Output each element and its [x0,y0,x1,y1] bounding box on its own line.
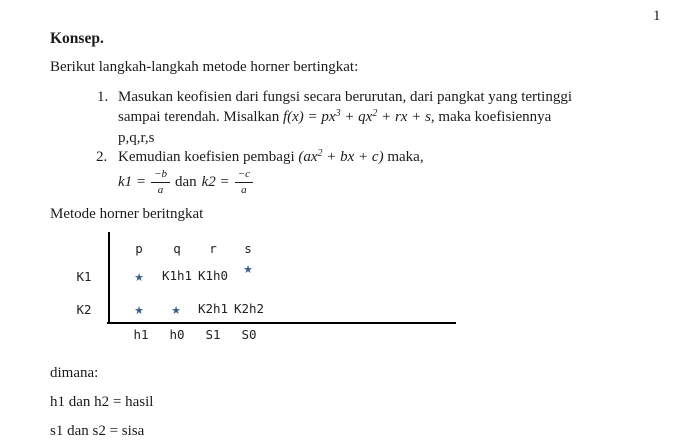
list-number-2: 2. [96,149,108,165]
fraction-k1-numerator: −b [151,168,170,183]
cell-k2h1: K2h1 [197,301,229,316]
fraction-k2-denominator: a [241,183,247,196]
col-header-r: r [209,241,217,256]
fraction-k1 [151,168,170,196]
math-close: + bx + c) [322,149,384,165]
result-h0: h0 [169,327,185,342]
math-exp-3: 3 [335,108,341,119]
table-horizontal-line [107,322,456,324]
star-icon: ★ [134,305,144,317]
list-item-1-line-3: p,q,r,s [118,130,155,146]
cell-k1h1: K1h1 [161,268,193,283]
intro-text: Berikut langkah-langkah metode horner bertingkat: [50,59,359,75]
list-item-1-line-2 [118,108,551,127]
math-mid-2: + rx + s [377,109,431,125]
col-header-s: s [244,241,252,256]
section-heading: Konsep. [50,30,104,47]
star-icon: ★ [134,272,144,284]
result-s0: S0 [241,327,257,342]
page-number: 1 [653,8,661,24]
item2-pre: Kemudian koefisien pembagi [118,149,299,165]
k1-label: k1 = [118,173,147,190]
col-header-q: q [173,241,181,256]
item2-post: maka, [383,149,424,165]
cell-k1h0: K1h0 [197,268,229,283]
result-h1: h1 [133,327,149,342]
definition-hasil: h1 dan h2 = hasil [50,394,154,410]
subheading: Metode horner beritngkat [50,206,204,222]
k2-label: k2 = [201,173,230,190]
line2-post: , maka koefisiennya [430,109,552,125]
line2-pre: sampai terendah. Misalkan [118,109,283,125]
list-item-2-line-1 [118,148,424,167]
table-vertical-line [108,232,110,324]
col-header-p: p [135,241,143,256]
math-mid-1: + qx [340,109,373,125]
list-item-1-line-1: Masukan keofisien dari fungsi secara berurutan, dari pangkat yang tertinggi [118,89,573,105]
dimana-label: dimana: [50,365,99,381]
conjunction-dan: dan [174,173,197,190]
cell-k2h2: K2h2 [233,301,265,316]
k-formula [118,167,258,197]
fraction-k2 [235,168,253,196]
fraction-k2-numerator: −c [235,168,253,183]
list-number-1: 1. [97,89,109,105]
star-icon: ★ [171,305,181,317]
fraction-k1-denominator: a [157,183,164,196]
result-s1: S1 [205,327,221,342]
math-open: (ax [298,149,318,165]
row-label-k1: K1 [76,269,92,284]
row-label-k2: K2 [76,302,92,317]
math-fx: f(x) = px [282,109,336,125]
math-exp: 2 [317,148,323,159]
definition-sisa: s1 dan s2 = sisa [50,423,145,439]
star-icon: ★ [243,264,253,276]
math-exp-2: 2 [372,108,378,119]
